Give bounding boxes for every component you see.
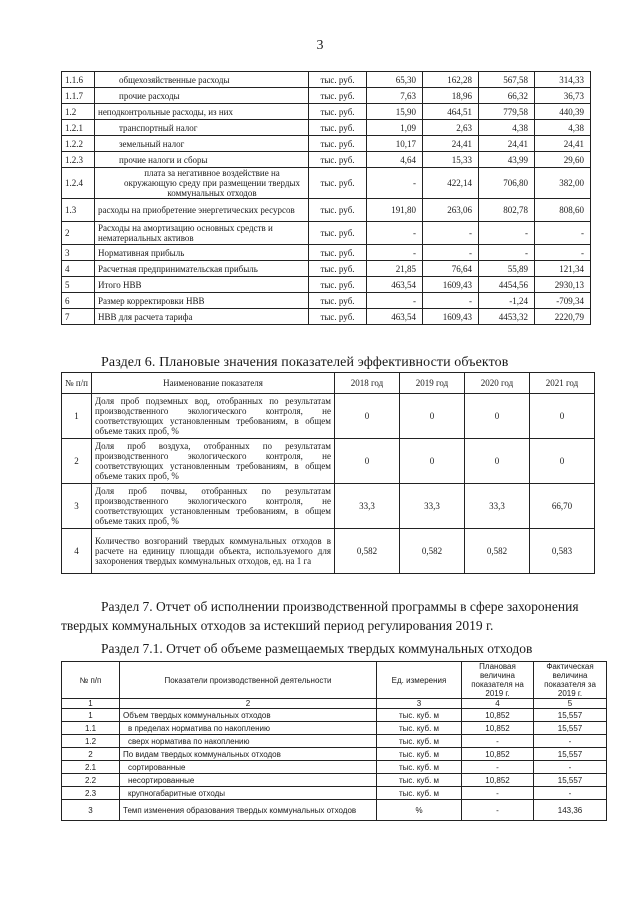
unit: тыс. руб. <box>309 168 367 199</box>
row-number: 3 <box>62 484 92 529</box>
indicator-description: Доля проб подземных вод, отобранных по результатам производственного экологического контроля, не соответствующих установленным требованиям, в общем объеме таких проб, % <box>92 394 335 439</box>
value: 1609,43 <box>423 309 479 325</box>
table-row <box>62 120 591 136</box>
row-number: 2 <box>62 439 92 484</box>
column-index: 4 <box>462 699 534 709</box>
row-number: 2 <box>62 748 120 761</box>
row-number: 1 <box>62 709 120 722</box>
table-row <box>62 136 591 152</box>
row-label: неподконтрольные расходы, из них <box>95 104 309 120</box>
value: 191,80 <box>367 199 423 222</box>
table-row <box>62 152 591 168</box>
row-number: 1.1 <box>62 722 120 735</box>
value: - <box>367 168 423 199</box>
row-number: 3 <box>62 245 95 261</box>
value-2021: 0,583 <box>530 529 595 574</box>
value: 15,90 <box>367 104 423 120</box>
row-label: плата за негативное воздействие на окружающую среду при размещении твердых коммунальных отходов <box>95 168 309 199</box>
value: 463,54 <box>367 309 423 325</box>
value: - <box>423 293 479 309</box>
value: 422,14 <box>423 168 479 199</box>
col-header-actual: Фактическая величина показателя за 2019 г. <box>534 662 607 699</box>
indicator-label: По видам твердых коммунальных отходов <box>120 748 377 761</box>
row-number: 1.2.2 <box>62 136 95 152</box>
unit: тыс. руб. <box>309 309 367 325</box>
unit: тыс. руб. <box>309 199 367 222</box>
value: - <box>367 222 423 245</box>
unit: % <box>377 800 462 821</box>
efficiency-indicators-table <box>61 372 595 574</box>
waste-volume-table <box>61 661 607 821</box>
planned-value: 10,852 <box>462 774 534 787</box>
table-row <box>62 309 591 325</box>
indicator-label: сверх норматива по накоплению <box>120 735 377 748</box>
section7-title: Раздел 7. Отчет об исполнении производственной программы в сфере захоронения твердых коммунальных отходов за истекший период регулирования 2019 г. <box>61 599 579 633</box>
value: 463,54 <box>367 277 423 293</box>
value: 76,64 <box>423 261 479 277</box>
value: - <box>423 245 479 261</box>
value: 4453,32 <box>479 309 535 325</box>
value: 2220,79 <box>535 309 591 325</box>
indicator-label: Темп изменения образования твердых коммунальных отходов <box>120 800 377 821</box>
value: - <box>367 293 423 309</box>
unit: тыс. руб. <box>309 277 367 293</box>
unit: тыс. руб. <box>309 152 367 168</box>
value-2019: 0 <box>400 439 465 484</box>
value: 15,33 <box>423 152 479 168</box>
col-header-indicator: Наименование показателя <box>92 373 335 394</box>
col-header-indicator: Показатели производственной деятельности <box>120 662 377 699</box>
value: 24,41 <box>423 136 479 152</box>
row-label: прочие налоги и сборы <box>95 152 309 168</box>
planned-value: 10,852 <box>462 722 534 735</box>
table-row <box>62 88 591 104</box>
value: - <box>479 222 535 245</box>
table-row <box>62 774 607 787</box>
value: 4,38 <box>535 120 591 136</box>
table-row <box>62 761 607 774</box>
row-number: 2 <box>62 222 95 245</box>
row-number: 2.2 <box>62 774 120 787</box>
value-2019: 33,3 <box>400 484 465 529</box>
actual-value: 143,36 <box>534 800 607 821</box>
column-index: 2 <box>120 699 377 709</box>
row-number: 7 <box>62 309 95 325</box>
value: 802,78 <box>479 199 535 222</box>
value: 382,00 <box>535 168 591 199</box>
value: - <box>367 245 423 261</box>
row-number: 3 <box>62 800 120 821</box>
value: 24,41 <box>479 136 535 152</box>
unit: тыс. куб. м <box>377 787 462 800</box>
value: 464,51 <box>423 104 479 120</box>
unit: тыс. куб. м <box>377 709 462 722</box>
row-number: 1.2.1 <box>62 120 95 136</box>
indicator-label: Объем твердых коммунальных отходов <box>120 709 377 722</box>
value: -709,34 <box>535 293 591 309</box>
table-row <box>62 722 607 735</box>
row-number: 2.3 <box>62 787 120 800</box>
table-row <box>62 222 591 245</box>
indicator-label: в пределах норматива по накоплению <box>120 722 377 735</box>
actual-value: - <box>534 735 607 748</box>
row-label: общехозяйственные расходы <box>95 72 309 88</box>
value: - <box>479 245 535 261</box>
unit: тыс. руб. <box>309 136 367 152</box>
row-label: Расчетная предпринимательская прибыль <box>95 261 309 277</box>
value: 4,38 <box>479 120 535 136</box>
col-header-unit: Ед. измерения <box>377 662 462 699</box>
indicator-description: Доля проб воздуха, отобранных по результатам производственного экологического контроля, не соответствующих установленным требованиям, в общем объеме таких проб, % <box>92 439 335 484</box>
actual-value: - <box>534 787 607 800</box>
col-header-number: № п/п <box>62 373 92 394</box>
value-2018: 0,582 <box>335 529 400 574</box>
unit: тыс. руб. <box>309 120 367 136</box>
value: -1,24 <box>479 293 535 309</box>
value: - <box>423 222 479 245</box>
unit: тыс. руб. <box>309 245 367 261</box>
value: 440,39 <box>535 104 591 120</box>
row-number: 5 <box>62 277 95 293</box>
value-2020: 0 <box>465 439 530 484</box>
indicator-description: Доля проб почвы, отобранных по результатам производственного экологического контроля, не соответствующих установленным требованиям, в общем объеме таких проб, % <box>92 484 335 529</box>
indicator-label: крупногабаритные отходы <box>120 787 377 800</box>
row-label: Итого НВВ <box>95 277 309 293</box>
value: 36,73 <box>535 88 591 104</box>
row-number: 2.1 <box>62 761 120 774</box>
row-number: 1 <box>62 394 92 439</box>
value: 29,60 <box>535 152 591 168</box>
unit: тыс. куб. м <box>377 748 462 761</box>
indicator-label: несортированные <box>120 774 377 787</box>
unit: тыс. руб. <box>309 88 367 104</box>
table-row <box>62 245 591 261</box>
column-index: 5 <box>534 699 607 709</box>
value: 7,63 <box>367 88 423 104</box>
indicator-label: сортированные <box>120 761 377 774</box>
planned-value: 10,852 <box>462 709 534 722</box>
unit: тыс. руб. <box>309 222 367 245</box>
table-row <box>62 199 591 222</box>
value-2018: 0 <box>335 394 400 439</box>
value-2020: 0 <box>465 394 530 439</box>
row-label: прочие расходы <box>95 88 309 104</box>
row-number: 6 <box>62 293 95 309</box>
col-header-planned: Плановая величина показателя на 2019 г. <box>462 662 534 699</box>
row-label: НВВ для расчета тарифа <box>95 309 309 325</box>
section6-title: Раздел 6. Плановые значения показателей эффективности объектов <box>101 355 509 370</box>
actual-value: 15,557 <box>534 748 607 761</box>
page-number: 3 <box>316 38 324 53</box>
value: 808,60 <box>535 199 591 222</box>
value: 66,32 <box>479 88 535 104</box>
table-row <box>62 800 607 821</box>
table-row <box>62 709 607 722</box>
table-row <box>62 104 591 120</box>
planned-value: - <box>462 787 534 800</box>
table-row <box>62 439 595 484</box>
row-number: 1.2 <box>62 735 120 748</box>
row-number: 1.2 <box>62 104 95 120</box>
unit: тыс. руб. <box>309 104 367 120</box>
planned-value: - <box>462 800 534 821</box>
row-label: Размер корректировки НВВ <box>95 293 309 309</box>
value: 4,64 <box>367 152 423 168</box>
value: 24,41 <box>535 136 591 152</box>
value: 2,63 <box>423 120 479 136</box>
value: 1609,43 <box>423 277 479 293</box>
table-row <box>62 293 591 309</box>
table-header-row <box>62 373 595 394</box>
value-2018: 0 <box>335 439 400 484</box>
table-row <box>62 529 595 574</box>
value-2019: 0,582 <box>400 529 465 574</box>
table-row <box>62 735 607 748</box>
table-row <box>62 748 607 761</box>
expenses-table <box>61 71 591 325</box>
value-2019: 0 <box>400 394 465 439</box>
value: - <box>535 245 591 261</box>
col-header-2020: 2020 год <box>465 373 530 394</box>
row-number: 1.1.6 <box>62 72 95 88</box>
planned-value: - <box>462 735 534 748</box>
value: 779,58 <box>479 104 535 120</box>
actual-value: 15,557 <box>534 722 607 735</box>
value-2020: 33,3 <box>465 484 530 529</box>
col-header-2021: 2021 год <box>530 373 595 394</box>
value: 162,28 <box>423 72 479 88</box>
column-index-row <box>62 699 607 709</box>
actual-value: - <box>534 761 607 774</box>
table-row <box>62 277 591 293</box>
col-header-number: № п/п <box>62 662 120 699</box>
value: 263,06 <box>423 199 479 222</box>
unit: тыс. куб. м <box>377 722 462 735</box>
row-label: земельный налог <box>95 136 309 152</box>
row-number: 1.2.3 <box>62 152 95 168</box>
unit: тыс. куб. м <box>377 774 462 787</box>
value: 4454,56 <box>479 277 535 293</box>
value-2021: 0 <box>530 439 595 484</box>
actual-value: 15,557 <box>534 774 607 787</box>
table-row <box>62 72 591 88</box>
row-label: расходы на приобретение энергетических ресурсов <box>95 199 309 222</box>
column-index: 3 <box>377 699 462 709</box>
row-number: 1.2.4 <box>62 168 95 199</box>
unit: тыс. руб. <box>309 261 367 277</box>
row-number: 1.3 <box>62 199 95 222</box>
unit: тыс. руб. <box>309 293 367 309</box>
value: 65,30 <box>367 72 423 88</box>
value-2018: 33,3 <box>335 484 400 529</box>
value-2021: 0 <box>530 394 595 439</box>
value: 21,85 <box>367 261 423 277</box>
col-header-2019: 2019 год <box>400 373 465 394</box>
table-row <box>62 787 607 800</box>
row-number: 4 <box>62 261 95 277</box>
row-label: Нормативная прибыль <box>95 245 309 261</box>
value: 55,89 <box>479 261 535 277</box>
table-row <box>62 168 591 199</box>
table-row <box>62 484 595 529</box>
value: - <box>535 222 591 245</box>
row-number: 1.1.7 <box>62 88 95 104</box>
row-number: 4 <box>62 529 92 574</box>
row-label: Расходы на амортизацию основных средств и нематериальных активов <box>95 222 309 245</box>
value: 18,96 <box>423 88 479 104</box>
table-row <box>62 394 595 439</box>
value: 567,58 <box>479 72 535 88</box>
column-index: 1 <box>62 699 120 709</box>
value-2020: 0,582 <box>465 529 530 574</box>
row-label: транспортный налог <box>95 120 309 136</box>
value: 43,99 <box>479 152 535 168</box>
value: 2930,13 <box>535 277 591 293</box>
section71-title: Раздел 7.1. Отчет об объеме размещаемых твердых коммунальных отходов <box>101 641 533 656</box>
table-row <box>62 261 591 277</box>
indicator-description: Количество возгораний твердых коммунальных отходов в расчете на единицу площади объекта, используемого для захоронения твердых коммунальных отходов, ед. на 1 га <box>92 529 335 574</box>
value: 121,34 <box>535 261 591 277</box>
value-2021: 66,70 <box>530 484 595 529</box>
value: 706,80 <box>479 168 535 199</box>
unit: тыс. куб. м <box>377 735 462 748</box>
unit: тыс. куб. м <box>377 761 462 774</box>
value: 1,09 <box>367 120 423 136</box>
table-header-row <box>62 662 607 699</box>
planned-value: - <box>462 761 534 774</box>
value: 10,17 <box>367 136 423 152</box>
unit: тыс. руб. <box>309 72 367 88</box>
actual-value: 15,557 <box>534 709 607 722</box>
col-header-2018: 2018 год <box>335 373 400 394</box>
value: 314,33 <box>535 72 591 88</box>
planned-value: 10,852 <box>462 748 534 761</box>
